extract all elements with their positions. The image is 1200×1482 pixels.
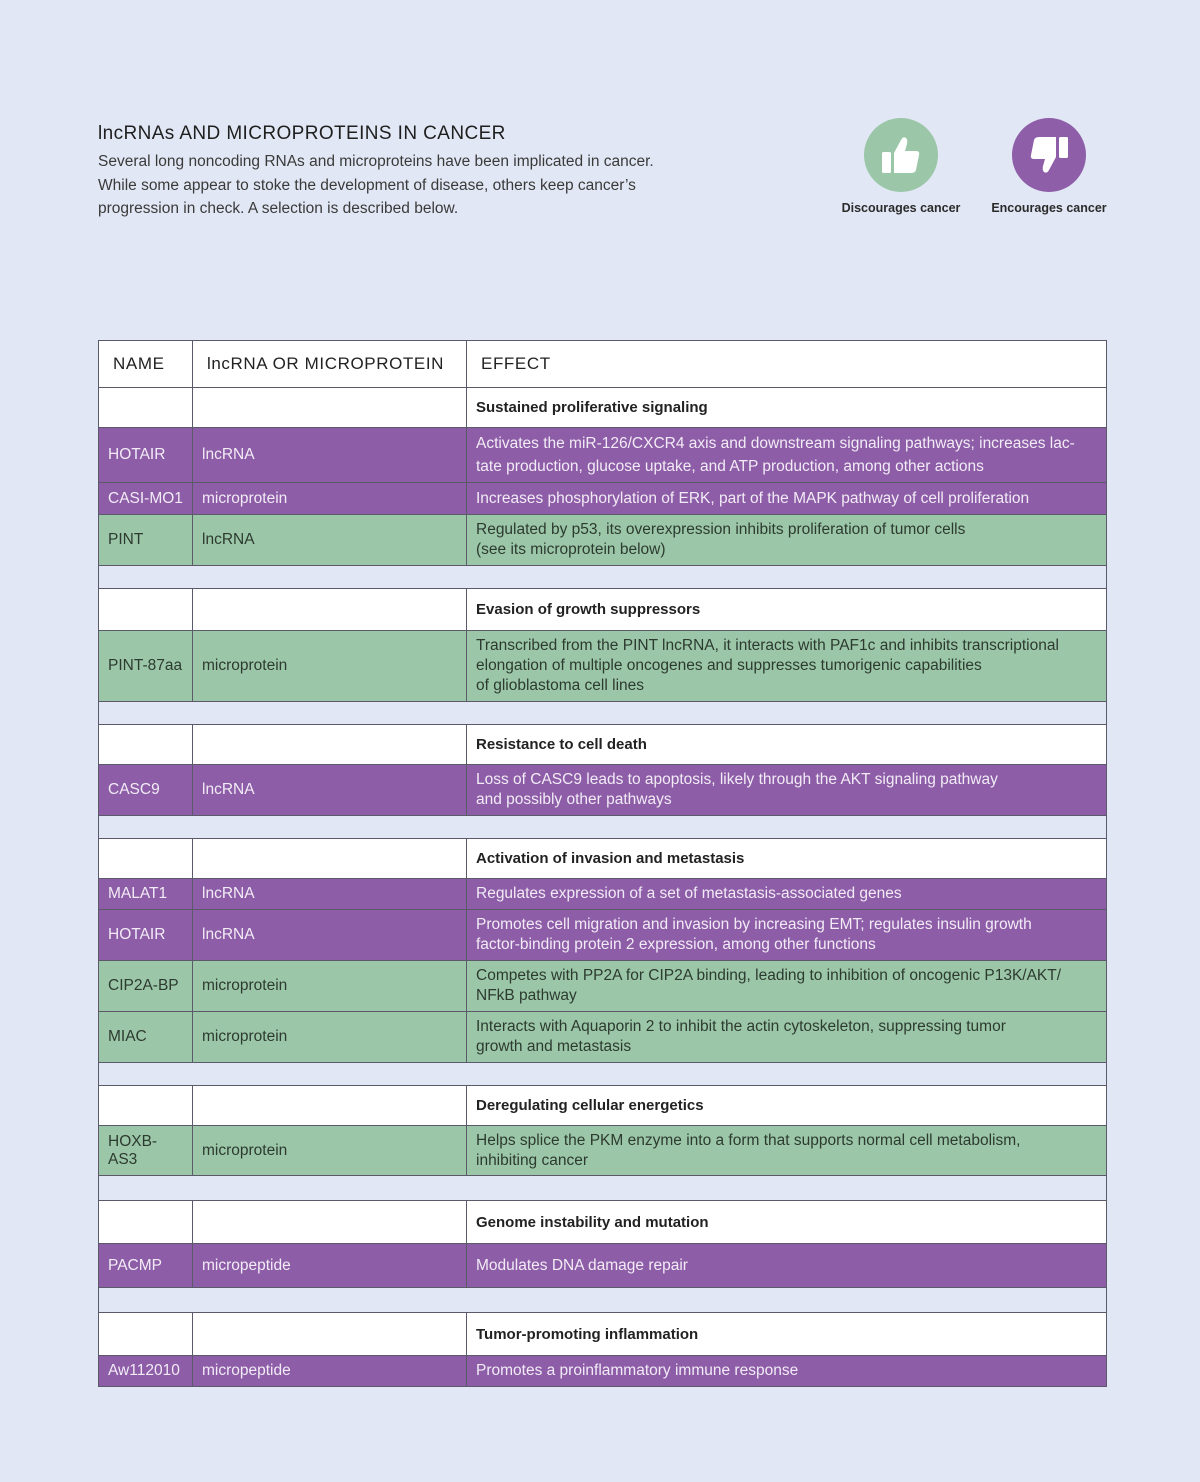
row-name: HOTAIR [99, 428, 193, 483]
row-name: CASC9 [99, 765, 193, 816]
row-name: Aw112010 [99, 1356, 193, 1387]
table-row [99, 1356, 1107, 1387]
section-header-row [99, 1313, 1107, 1356]
row-type: microprotein [193, 961, 467, 1012]
row-name: HOXB-AS3 [99, 1126, 193, 1176]
row-type: lncRNA [193, 428, 467, 483]
page-title: lncRNAs AND MICROPROTEINS IN CANCER [98, 123, 506, 144]
row-name: PINT-87aa [99, 631, 193, 702]
section-title: Tumor-promoting inflammation [467, 1313, 1107, 1356]
table-header-row [99, 341, 1107, 388]
table-row [99, 879, 1107, 910]
legend-discourages-label: Discourages cancer [841, 201, 961, 215]
table-row [99, 910, 1107, 961]
table-row [99, 765, 1107, 816]
section-spacer [99, 1063, 1107, 1086]
section-title: Evasion of growth suppressors [467, 589, 1107, 631]
row-effect: Interacts with Aquaporin 2 to inhibit the actin cytoskeleton, suppressing tumor growth and metastasis [467, 1012, 1107, 1063]
row-effect: Regulated by p53, its overexpression inhibits proliferation of tumor cells (see its microprotein below) [467, 515, 1107, 566]
section-title: Sustained proliferative signaling [467, 388, 1107, 428]
table-row [99, 483, 1107, 515]
table-row [99, 631, 1107, 702]
row-type: lncRNA [193, 515, 467, 566]
header-name: NAME [99, 341, 193, 388]
row-name: MIAC [99, 1012, 193, 1063]
intro-line: progression in check. A selection is described below. [98, 200, 459, 217]
row-effect: Modulates DNA damage repair [467, 1244, 1107, 1288]
row-name: MALAT1 [99, 879, 193, 910]
row-name: CASI-MO1 [99, 483, 193, 515]
row-effect: Competes with PP2A for CIP2A binding, leading to inhibition of oncogenic P13K/AKT/ NFkB pathway [467, 961, 1107, 1012]
cancer-table [98, 340, 1107, 1387]
row-type: microprotein [193, 483, 467, 515]
intro-line: Several long noncoding RNAs and microproteins have been implicated in cancer. [98, 153, 654, 170]
section-title: Genome instability and mutation [467, 1201, 1107, 1244]
section-header-row [99, 589, 1107, 631]
table-row [99, 1244, 1107, 1288]
row-effect: Activates the miR-126/CXCR4 axis and downstream signaling pathways; increases lac- tate production, glucose uptake, and ATP production, among other actions [467, 428, 1107, 483]
row-effect: Promotes a proinflammatory immune response [467, 1356, 1107, 1387]
section-title: Resistance to cell death [467, 725, 1107, 765]
section-title: Deregulating cellular energetics [467, 1086, 1107, 1126]
legend-encourages-label: Encourages cancer [991, 201, 1107, 215]
legend-encourages [979, 118, 1119, 215]
row-type: microprotein [193, 1012, 467, 1063]
row-type: micropeptide [193, 1244, 467, 1288]
table-row [99, 1012, 1107, 1063]
intro-line: While some appear to stoke the development of disease, others keep cancer’s [98, 176, 636, 194]
section-header-row [99, 1201, 1107, 1244]
row-effect: Loss of CASC9 leads to apoptosis, likely through the AKT signaling pathway and possibly other pathways [467, 765, 1107, 816]
section-spacer [99, 816, 1107, 839]
section-spacer [99, 1288, 1107, 1313]
row-effect: Regulates expression of a set of metastasis-associated genes [467, 879, 1107, 910]
row-name: PINT [99, 515, 193, 566]
row-type: lncRNA [193, 910, 467, 961]
section-header-row [99, 839, 1107, 879]
header-effect: EFFECT [467, 341, 1107, 388]
table-row [99, 428, 1107, 483]
row-effect: Helps splice the PKM enzyme into a form that supports normal cell metabolism, inhibiting cancer [467, 1126, 1107, 1176]
row-effect: Transcribed from the PINT lncRNA, it interacts with PAF1c and inhibits transcriptional elongation of multiple oncogenes and suppresses tumorigenic capabilities of glioblastoma cell lines [467, 631, 1107, 702]
header-type: lncRNA OR MICROPROTEIN [193, 341, 467, 388]
section-spacer [99, 702, 1107, 725]
section-spacer [99, 1176, 1107, 1201]
section-header-row [99, 1086, 1107, 1126]
row-type: lncRNA [193, 879, 467, 910]
legend-discourages [831, 118, 971, 215]
thumbs-down-icon [1012, 118, 1086, 192]
section-header-row [99, 388, 1107, 428]
row-type: microprotein [193, 1126, 467, 1176]
row-name: CIP2A-BP [99, 961, 193, 1012]
row-effect: Increases phosphorylation of ERK, part of the MAPK pathway of cell proliferation [467, 483, 1107, 515]
table-row [99, 515, 1107, 566]
row-name: PACMP [99, 1244, 193, 1288]
section-title: Activation of invasion and metastasis [467, 839, 1107, 879]
row-name: HOTAIR [99, 910, 193, 961]
row-type: micropeptide [193, 1356, 467, 1387]
thumbs-up-icon [864, 118, 938, 192]
row-type: microprotein [193, 631, 467, 702]
section-header-row [99, 725, 1107, 765]
intro-text [98, 150, 698, 221]
table-row [99, 961, 1107, 1012]
row-effect: Promotes cell migration and invasion by increasing EMT; regulates insulin growth factor-binding protein 2 expression, among other functions [467, 910, 1107, 961]
table-row [99, 1126, 1107, 1176]
row-type: lncRNA [193, 765, 467, 816]
section-spacer [99, 566, 1107, 589]
